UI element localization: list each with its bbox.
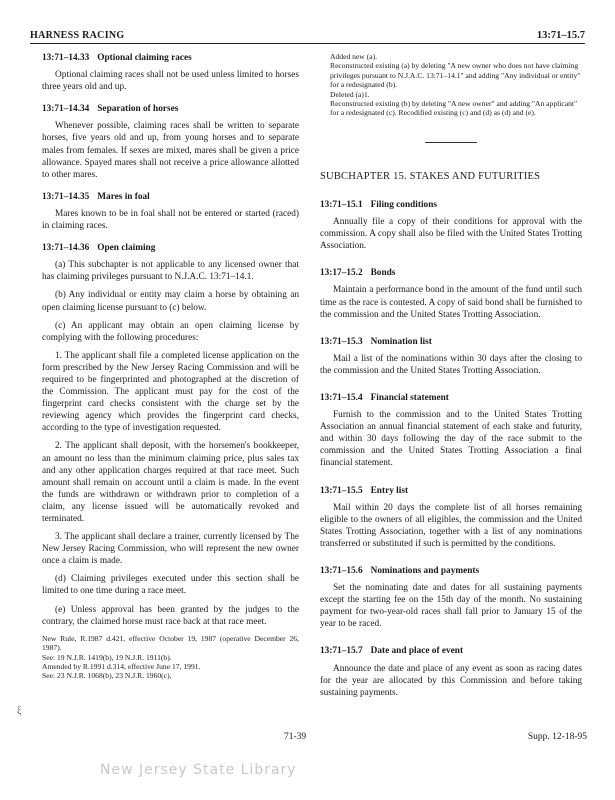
section-heading bbox=[42, 191, 299, 203]
history-note bbox=[42, 634, 299, 681]
history-line: New Rule, R.1987 d.421, effective October 19, 1987 (operative December 26, 1987). bbox=[42, 633, 299, 653]
header-chapter-title: HARNESS RACING bbox=[30, 30, 125, 41]
library-watermark: New Jersey State Library bbox=[100, 762, 297, 778]
section-number: 13:71–14.33 bbox=[42, 53, 90, 63]
section-title: Optional claiming races bbox=[97, 53, 192, 63]
section-title: Nomination list bbox=[370, 336, 432, 347]
section-15-6 bbox=[320, 565, 582, 630]
section-title: Date and place of event bbox=[370, 646, 464, 657]
margin-mark: ξ bbox=[17, 706, 22, 717]
section-paragraph: Maintain a performance bond in the amount of the fund until such time as the race is contested. A copy of said bond shall be furnished to the commission and the United States Trotting Association. bbox=[320, 285, 582, 320]
header-section-range: 13:71–15.7 bbox=[536, 30, 585, 41]
section-15-1 bbox=[320, 199, 582, 252]
section-title: Financial statement bbox=[370, 392, 449, 403]
section-paragraph: Set the nominating date and dates for all sustaining payments except the starting fee on the 15th day of the month. No sustaining payment for two-year-old races shall fall prior to January 15 of the year to be raced. bbox=[320, 583, 582, 630]
amendment-note: Reconstructed existing (a) by deleting "A new owner who does not have claiming privileges pursuant to N.J.A.C. 13:71–14.1" and adding "Any individual or entity" for a redesignated (b). bbox=[330, 61, 581, 90]
section-15-3 bbox=[320, 336, 582, 377]
amendment-notes bbox=[320, 52, 582, 118]
section-heading bbox=[320, 645, 582, 657]
section-heading bbox=[42, 52, 299, 64]
section-number: 13:71–15.5 bbox=[320, 485, 363, 496]
section-14-33 bbox=[42, 52, 299, 93]
page-number: 71-39 bbox=[284, 732, 307, 742]
section-15-5 bbox=[320, 485, 582, 550]
right-column bbox=[320, 52, 582, 705]
section-heading bbox=[320, 392, 582, 404]
section-paragraph: Furnish to the commission and to the United States Trotting Association an annual financial statement of each stake and futurity, and within 30 days following the day of the race submit to the commission and the United States Trotting Association a final financial statement. bbox=[320, 410, 582, 469]
section-number: 13:71–15.6 bbox=[320, 566, 363, 576]
subsection-e: (e) Unless approval has been granted by the judges to the contrary, the claimed horse must race back at that race meet. bbox=[42, 604, 299, 627]
section-paragraph: Announce the date and place of any event as soon as racing dates for the year are allocated by this Commission and before taking sustaining payments. bbox=[320, 663, 582, 698]
section-number: 13:71–15.7 bbox=[320, 646, 363, 657]
history-line: Amended by R.1991 d.314, effective June 17, 1991. bbox=[42, 661, 201, 671]
section-number: 13:71–15.1 bbox=[320, 199, 363, 210]
running-header bbox=[30, 30, 585, 44]
section-14-34 bbox=[42, 103, 299, 181]
section-heading bbox=[320, 485, 582, 497]
section-paragraph: Mares known to be in foal shall not be entered or started (raced) in claiming races. bbox=[42, 208, 299, 232]
supplement-date: Supp. 12-18-95 bbox=[527, 732, 587, 742]
section-heading bbox=[320, 565, 582, 577]
section-title: Nominations and payments bbox=[370, 566, 480, 576]
subsection-d: (d) Claiming privileges executed under this section shall be limited to one time during a race meet. bbox=[42, 574, 299, 597]
section-paragraph: Mail within 20 days the complete list of all horses remaining eligible to the owners of all eligibles, the commission and the United States Trotting Association, together with a list of any nominations transferred or substituted if such is permitted by the conditions. bbox=[320, 502, 582, 549]
section-divider bbox=[425, 142, 477, 143]
section-title: Bonds bbox=[370, 268, 396, 279]
section-title: Open claiming bbox=[97, 243, 156, 254]
section-15-4 bbox=[320, 392, 582, 470]
section-paragraph: Annually file a copy of their conditions for approval with the commission. A copy shall also be filed with the United States Trotting Association. bbox=[320, 217, 582, 252]
amendment-note: Reconstructed existing (b) by deleting "A new owner" and adding "An applicant" for a redesignated (c). Recodified existing (c) and (d) as (d) and (e). bbox=[330, 99, 578, 118]
history-line: See: 19 N.J.R. 1419(b), 19 N.J.R. 1911(b). bbox=[42, 652, 172, 662]
paragraph-c3: 3. The applicant shall declare a trainer, currently licensed by The New Jersey Racing Commission, who will represent the new owner once a claim is made. bbox=[42, 532, 299, 567]
section-heading bbox=[320, 199, 582, 211]
subchapter-title: SUBCHAPTER 15. STAKES AND FUTURITIES bbox=[320, 170, 541, 182]
section-number: 13:71–14.34 bbox=[42, 104, 90, 115]
section-heading bbox=[320, 336, 582, 348]
history-line: See: 23 N.J.R. 1068(b), 23 N.J.R. 1960(c). bbox=[42, 671, 172, 681]
section-title: Mares in foal bbox=[97, 191, 150, 202]
header-rule bbox=[30, 43, 585, 44]
section-title: Entry list bbox=[370, 485, 409, 496]
section-title: Filing conditions bbox=[370, 199, 437, 210]
amendment-note: Deleted (a)1. bbox=[330, 89, 370, 99]
section-14-36 bbox=[42, 242, 299, 628]
section-number: 13:71–14.35 bbox=[42, 191, 90, 202]
section-paragraph: Whenever possible, claiming races shall be written to separate horses, five years old and up, from young horses and to separate males from females. If sexes are mixed, mares shall be given a price allowance. Spayed mares shall not receive a price allowance allotted to other mares. bbox=[42, 121, 299, 180]
left-column bbox=[42, 52, 299, 681]
section-paragraph: Mail a list of the nominations within 30 days after the closing to the commission and the United States Trotting Association. bbox=[320, 353, 582, 376]
section-14-35 bbox=[42, 191, 299, 232]
section-number: 13:71–14.36 bbox=[42, 243, 90, 254]
section-number: 13:71–15.3 bbox=[320, 336, 363, 347]
section-heading bbox=[320, 267, 582, 279]
subsection-a: (a) This subchapter is not applicable to any licensed owner that has claiming privileges pursuant to N.J.A.C. 13:71–14.1. bbox=[42, 260, 299, 283]
section-heading bbox=[42, 242, 299, 254]
amendment-note: Added new (a). bbox=[330, 52, 378, 61]
section-paragraph: Optional claiming races shall not be used unless limited to horses three years old and up. bbox=[42, 70, 299, 93]
section-number: 13:71–15.4 bbox=[320, 392, 363, 403]
section-heading bbox=[42, 103, 299, 115]
paragraph-c2: 2. The applicant shall deposit, with the horsemen's bookkeeper, an amount no less than the minimum claiming price, plus sales tax and any other application charges required at that race meet. Such amount shall remain on account until a claim is made. In the event the funds are withdrawn or withdrawn prior to completion of a claim, any license issued will be automatically revoked and terminated. bbox=[42, 441, 299, 524]
subsection-c: (c) An applicant may obtain an open claiming license by complying with the following procedures: bbox=[42, 320, 299, 343]
subsection-b: (b) Any individual or entity may claim a horse by obtaining an open claiming license pursuant to (c) below. bbox=[42, 290, 299, 313]
section-number: 13:17–15.2 bbox=[320, 268, 363, 279]
paragraph-c1: 1. The applicant shall file a completed license application on the form prescribed by the New Jersey Racing Commission and will be required to be fingerprinted and photographed at the discretion of the Commission. The applicant must pay for the cost of the fingerprint card checks consistent with the charge set by the reviewing agency which provides the fingerprint card checks, according to the type of investigation requested. bbox=[42, 350, 299, 434]
section-title: Separation of horses bbox=[97, 104, 179, 115]
section-15-2 bbox=[320, 267, 582, 320]
section-15-7 bbox=[320, 645, 582, 698]
